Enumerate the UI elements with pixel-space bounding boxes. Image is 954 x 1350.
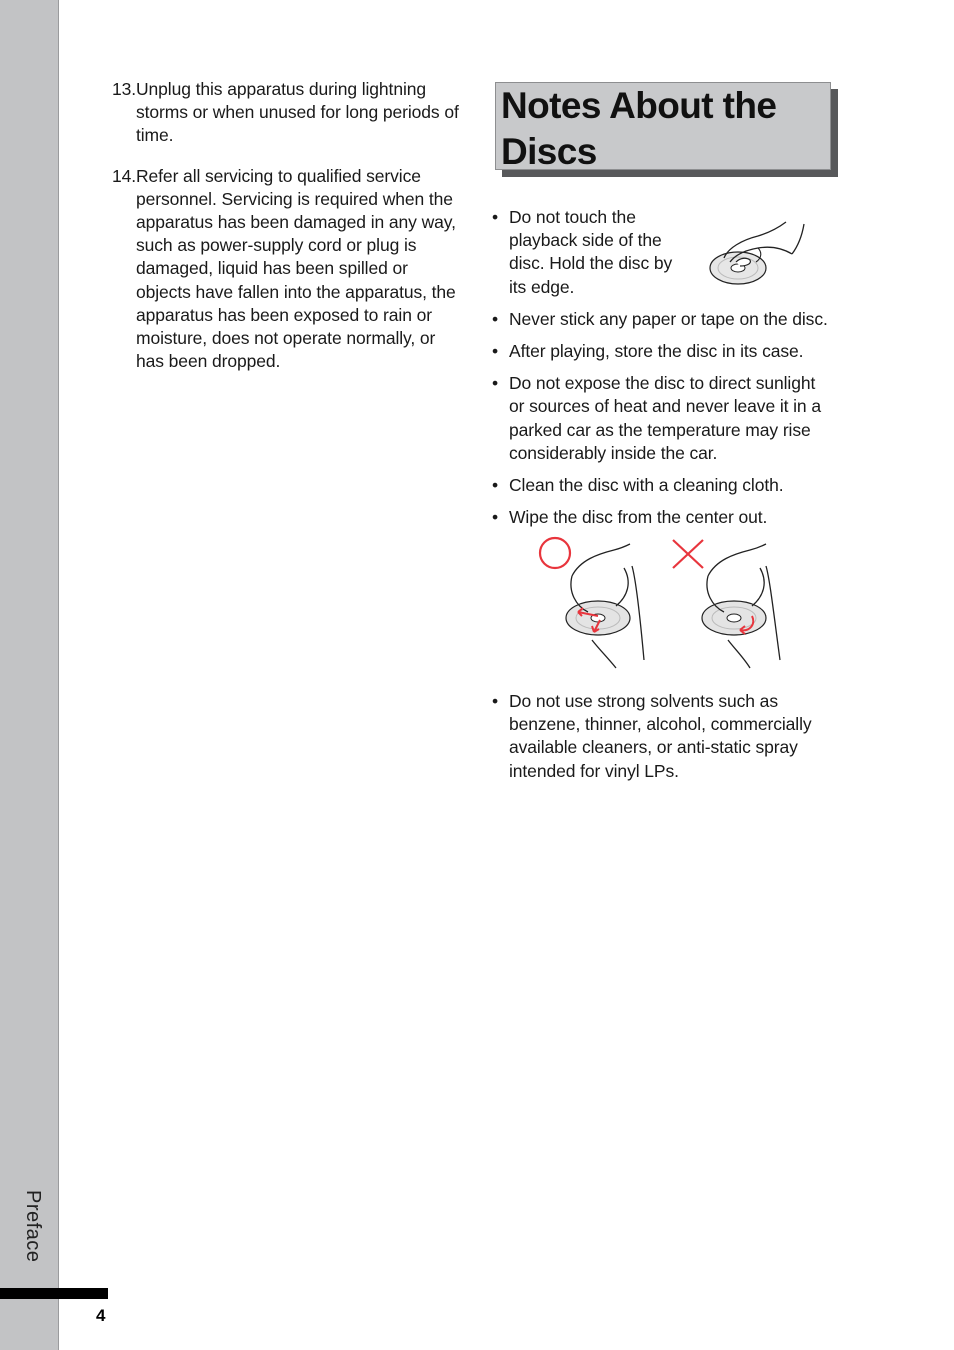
item-text: Refer all servicing to qualified service personnel. Servicing is required when the apparatus has been damaged in any way, such as power-supply cord or plug is damaged, liquid has been spilled or objects have fallen into the apparatus, the apparatus has been exposed to rain or moisture, does not operate normally, or has been dropped. [136, 165, 456, 372]
disc-notes-list-continued [492, 690, 834, 783]
item-number: 14. [112, 165, 137, 186]
list-item [492, 506, 834, 529]
bullet-text: Do not expose the disc to direct sunlight or sources of heat and never leave it in a parked car as the temperature may rise considerably inside the car. [509, 373, 821, 463]
circle-correct-icon [540, 538, 570, 568]
bullet-dot: • [492, 691, 499, 711]
item-text: Unplug this apparatus during lightning storms or when unused for long periods of time. [136, 79, 459, 146]
side-tab-bar [0, 0, 59, 1350]
bullet-dot: • [492, 475, 499, 496]
list-item [492, 340, 834, 363]
bullet-dot: • [492, 207, 499, 227]
bullet-dot: • [492, 507, 499, 528]
bullet-dot: • [492, 308, 499, 329]
bullet-dot: • [492, 373, 499, 394]
list-item [492, 690, 834, 783]
hand-holding-disc-icon [706, 218, 810, 290]
list-item [492, 372, 834, 465]
bullet-dot: • [492, 341, 499, 362]
list-item [492, 474, 834, 497]
wipe-wrong-illustration [702, 544, 780, 668]
safety-instructions-list [112, 78, 464, 390]
item-number: 13. [112, 79, 137, 99]
bullet-text: Do not use strong solvents such as benzene, thinner, alcohol, commercially available cleaners, or anti-static spray intended for vinyl LPs. [509, 691, 812, 781]
wipe-correct-illustration [566, 544, 644, 668]
list-item [492, 308, 834, 331]
page-number: 4 [96, 1306, 106, 1325]
list-item [492, 206, 689, 299]
section-title: Notes About the Discs [501, 85, 777, 172]
page-number-bar [0, 1288, 108, 1299]
wipe-disc-figure [536, 536, 786, 676]
section-heading-box [495, 82, 831, 170]
section-tab-label: Preface [22, 1190, 44, 1263]
bullet-text: After playing, store the disc in its case. [509, 341, 804, 362]
bullet-text: Do not touch the playback side of the disc. Hold the disc by its edge. [509, 207, 673, 297]
bullet-text: Never stick any paper or tape on the disc. [509, 308, 828, 329]
bullet-text: Clean the disc with a cleaning cloth. [509, 475, 784, 496]
bullet-text: Wipe the disc from the center out. [509, 507, 768, 528]
list-item [112, 165, 464, 374]
list-item [112, 78, 464, 148]
cross-wrong-icon [673, 540, 703, 568]
